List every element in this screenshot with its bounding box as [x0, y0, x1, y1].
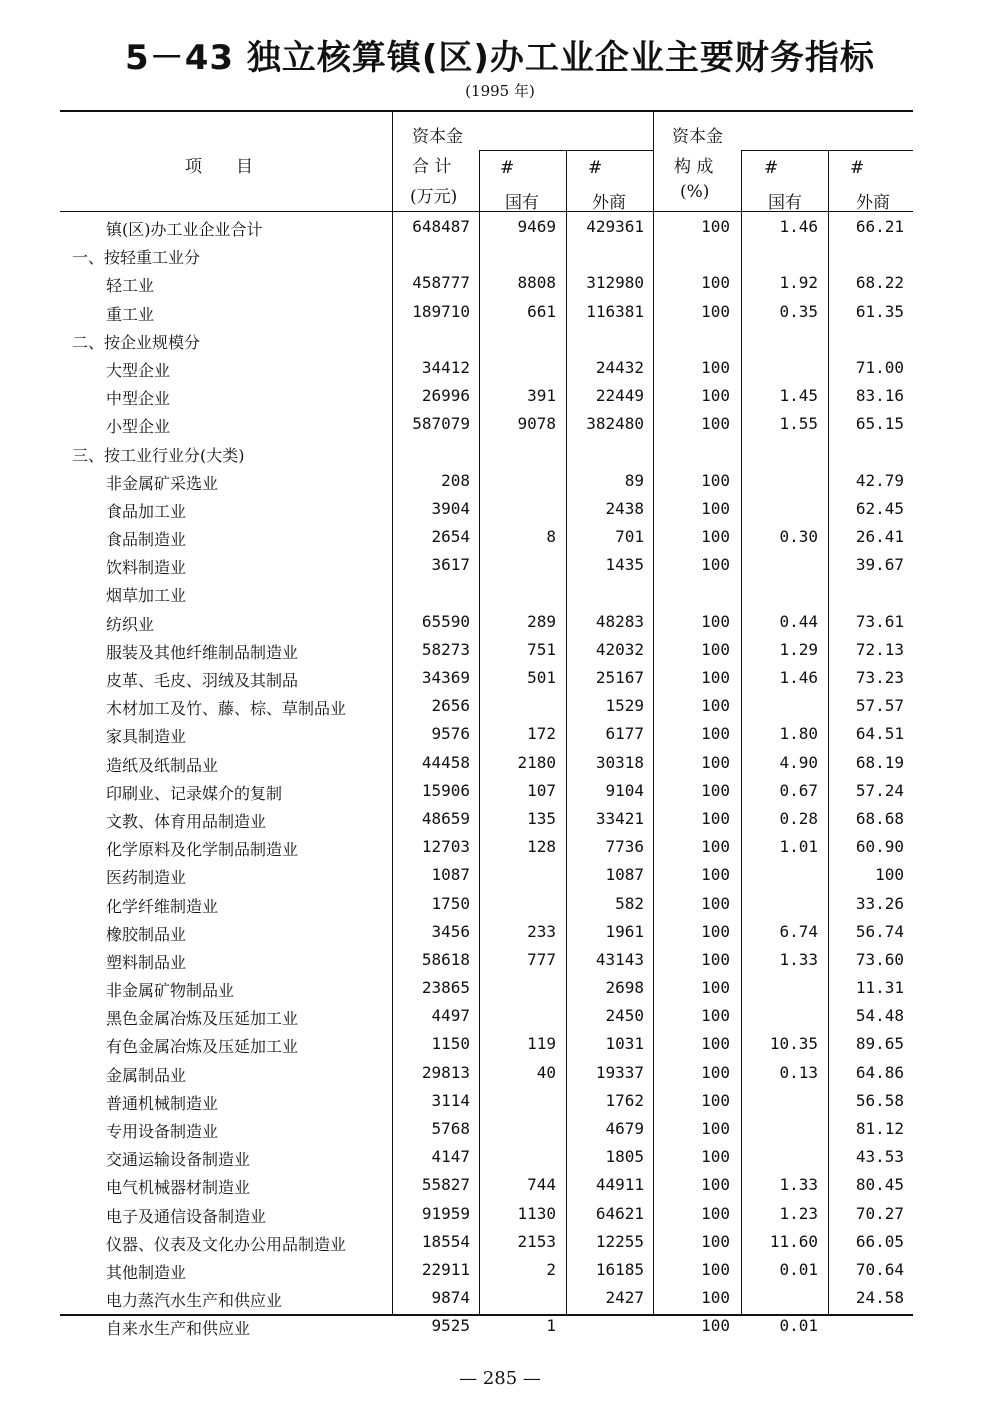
- cell-pct-foreign: 56.74: [855, 921, 904, 941]
- cell-total: 91959: [421, 1203, 470, 1223]
- table-row: [60, 805, 913, 833]
- table-row: [60, 1200, 913, 1228]
- cell-pct: 100: [701, 1062, 730, 1082]
- cell-foreign: 382480: [586, 414, 644, 434]
- cell-foreign: 44911: [595, 1175, 644, 1195]
- top-rule: [60, 110, 913, 112]
- cell-pct-state: 0.13: [779, 1062, 818, 1082]
- cell-state: 2180: [517, 752, 556, 772]
- table-row: [60, 213, 913, 241]
- row-label: 中型企业: [106, 389, 171, 409]
- row-label: 食品制造业: [106, 530, 187, 550]
- row-label: 纺织业: [106, 614, 155, 634]
- cell-total: 22911: [421, 1259, 470, 1279]
- table-row: [60, 777, 913, 805]
- row-label: 皮革、毛皮、羽绒及其制品: [106, 671, 299, 690]
- row-label: 化学原料及化学制品制造业: [106, 840, 299, 860]
- cell-foreign: 2450: [605, 1006, 644, 1026]
- row-label: 金属制品业: [106, 1065, 187, 1085]
- cell-foreign: 22449: [595, 386, 644, 406]
- header-capital: 资本金: [412, 127, 463, 147]
- cell-foreign: 1805: [605, 1147, 644, 1167]
- cell-foreign: 1529: [605, 696, 644, 716]
- cell-foreign: 16185: [595, 1259, 644, 1279]
- cell-foreign: 429361: [586, 217, 644, 236]
- table-row: [60, 326, 913, 354]
- cell-pct-foreign: 56.58: [855, 1090, 904, 1110]
- cell-pct-state: 1.55: [779, 414, 818, 434]
- cell-foreign: 42032: [595, 639, 644, 659]
- table-row: [60, 241, 913, 269]
- cell-state: 744: [527, 1175, 556, 1195]
- cell-pct-state: 0.28: [779, 808, 818, 828]
- row-label: 文教、体育用品制造业: [106, 811, 267, 831]
- cell-foreign: 1435: [605, 555, 644, 575]
- cell-foreign: 701: [615, 527, 644, 547]
- cell-state: 172: [527, 724, 556, 744]
- cell-pct-foreign: 70.27: [855, 1203, 904, 1223]
- row-label: 电气机械器材制造业: [106, 1178, 251, 1198]
- table-row: [60, 382, 913, 410]
- table-row: [60, 439, 913, 467]
- header-structure-label: 构 成: [674, 157, 714, 177]
- cell-pct: 100: [701, 865, 730, 885]
- table-row: [60, 1115, 913, 1143]
- table-row: [60, 1059, 913, 1087]
- table-row: [60, 467, 913, 495]
- cell-foreign: 64621: [595, 1203, 644, 1223]
- cell-pct: 100: [701, 1288, 730, 1308]
- cell-pct-foreign: 66.21: [855, 217, 904, 236]
- cell-state: 8808: [517, 273, 556, 293]
- cell-foreign: 25167: [595, 668, 644, 687]
- table-row: [60, 861, 913, 889]
- table-row: [60, 495, 913, 523]
- row-label: 交通运输设备制造业: [106, 1150, 251, 1170]
- table-row: [60, 1002, 913, 1030]
- cell-pct-foreign: 61.35: [855, 301, 904, 321]
- cell-foreign: 9104: [605, 780, 644, 800]
- cell-pct: 100: [701, 1034, 730, 1054]
- row-label: 其他制造业: [106, 1262, 187, 1282]
- cell-pct-state: 1.46: [779, 217, 818, 236]
- cell-state: 2153: [517, 1231, 556, 1251]
- cell-total: 18554: [421, 1231, 470, 1251]
- cell-total: 34369: [421, 668, 470, 687]
- cell-pct-state: 0.67: [779, 780, 818, 800]
- cell-foreign: 30318: [595, 752, 644, 772]
- header-foreign: 外商: [592, 193, 626, 213]
- table-row: [60, 664, 913, 692]
- cell-pct-state: 1.29: [779, 639, 818, 659]
- table-row: [60, 890, 913, 918]
- header-structure: 资本金: [672, 127, 723, 147]
- cell-pct-state: 0.01: [779, 1316, 818, 1336]
- cell-state: 1130: [517, 1203, 556, 1223]
- cell-pct-foreign: 54.48: [855, 1006, 904, 1026]
- table-row: [60, 354, 913, 382]
- cell-pct-state: 6.74: [779, 921, 818, 941]
- row-label: 大型企业: [106, 360, 171, 380]
- cell-pct: 100: [701, 386, 730, 406]
- cell-foreign: 312980: [586, 273, 644, 293]
- row-label: 镇(区)办工业企业合计: [106, 220, 263, 239]
- cell-pct-state: 0.30: [779, 527, 818, 547]
- cell-pct-foreign: 66.05: [855, 1231, 904, 1251]
- row-label: 小型企业: [106, 417, 171, 437]
- cell-pct: 100: [701, 1147, 730, 1167]
- cell-pct: 100: [701, 414, 730, 434]
- row-label: 电力蒸汽水生产和供应业: [106, 1291, 283, 1311]
- cell-state: 391: [527, 386, 556, 406]
- cell-pct: 100: [701, 1175, 730, 1195]
- cell-pct: 100: [701, 555, 730, 575]
- row-label: 食品加工业: [106, 501, 187, 521]
- cell-total: 26996: [421, 386, 470, 406]
- cell-pct: 100: [701, 949, 730, 969]
- cell-pct-state: 1.23: [779, 1203, 818, 1223]
- header-capital-unit: (万元): [410, 187, 458, 207]
- cell-pct-state: 1.80: [779, 724, 818, 744]
- cell-state: 661: [527, 301, 556, 321]
- cell-pct: 100: [701, 780, 730, 800]
- cell-pct: 100: [701, 217, 730, 236]
- cell-pct-foreign: 42.79: [855, 470, 904, 490]
- cell-total: 55827: [421, 1175, 470, 1195]
- cell-state: 1: [546, 1316, 556, 1336]
- cell-pct-foreign: 89.65: [855, 1034, 904, 1054]
- cell-pct-foreign: 64.86: [855, 1062, 904, 1082]
- cell-pct: 100: [701, 1006, 730, 1026]
- row-label: 化学纤维制造业: [106, 896, 219, 916]
- table-row: [60, 692, 913, 720]
- header-structure-unit: (%): [680, 182, 710, 202]
- cell-total: 3456: [431, 921, 470, 941]
- cell-total: 1750: [431, 893, 470, 913]
- cell-pct-foreign: 33.26: [855, 893, 904, 913]
- cell-pct: 100: [701, 1090, 730, 1110]
- table-row: [60, 298, 913, 326]
- cell-foreign: 2698: [605, 978, 644, 998]
- table-row: [60, 608, 913, 636]
- row-label: 橡胶制品业: [106, 924, 187, 944]
- cell-pct: 100: [701, 668, 730, 687]
- table-row: [60, 1312, 913, 1340]
- cell-pct: 100: [701, 1119, 730, 1138]
- cell-pct-foreign: 11.31: [855, 978, 904, 998]
- cell-state: 107: [527, 780, 556, 800]
- header-capital-total: 合 计: [412, 157, 452, 177]
- header-hash: #: [500, 158, 515, 178]
- cell-pct-foreign: 24.58: [855, 1288, 904, 1308]
- cell-pct: 100: [701, 301, 730, 321]
- cell-pct-state: 0.01: [779, 1259, 818, 1279]
- table-row: [60, 749, 913, 777]
- cell-pct-foreign: 57.57: [855, 696, 904, 716]
- cell-foreign: 24432: [595, 357, 644, 377]
- table-row: [60, 269, 913, 297]
- table-row: [60, 974, 913, 1002]
- cell-state: 751: [527, 639, 556, 659]
- row-label: 造纸及纸制品业: [106, 755, 219, 775]
- cell-state: 289: [527, 611, 556, 631]
- cell-pct-foreign: 73.61: [855, 611, 904, 631]
- table-row: [60, 720, 913, 748]
- row-label: 重工业: [106, 304, 155, 324]
- cell-total: 29813: [421, 1062, 470, 1082]
- cell-state: 8: [546, 527, 556, 547]
- cell-total: 48659: [421, 808, 470, 828]
- cell-pct-state: 1.46: [779, 668, 818, 687]
- row-label: 服装及其他纤维制品制造业: [106, 642, 299, 662]
- cell-total: 208: [441, 470, 470, 490]
- cell-state: 40: [536, 1062, 556, 1082]
- cell-pct: 100: [701, 273, 730, 293]
- cell-pct: 100: [701, 611, 730, 631]
- table-row: [60, 410, 913, 438]
- cell-total: 648487: [412, 217, 470, 236]
- cell-total: 65590: [421, 611, 470, 631]
- table-row: [60, 946, 913, 974]
- cell-pct-foreign: 65.15: [855, 414, 904, 434]
- row-label: 塑料制品业: [106, 952, 187, 972]
- table-row: [60, 523, 913, 551]
- cell-foreign: 2438: [605, 498, 644, 518]
- cell-pct: 100: [701, 470, 730, 490]
- cell-total: 4147: [431, 1147, 470, 1167]
- cell-total: 189710: [412, 301, 470, 321]
- cell-total: 1150: [431, 1034, 470, 1054]
- header-item: 项 目: [185, 157, 253, 177]
- cell-total: 44458: [421, 752, 470, 772]
- cell-pct: 100: [701, 1231, 730, 1251]
- table-row: [60, 1284, 913, 1312]
- cell-pct: 100: [701, 752, 730, 772]
- cell-pct-foreign: 64.51: [855, 724, 904, 744]
- cell-pct-foreign: 72.13: [855, 639, 904, 659]
- row-label: 印刷业、记录媒介的复制: [106, 783, 283, 803]
- row-label: 黑色金属冶炼及压延加工业: [106, 1009, 299, 1029]
- table-title: 5－43 独立核算镇(区)办工业企业主要财务指标: [125, 38, 875, 78]
- cell-pct: 100: [701, 808, 730, 828]
- table-body: [60, 213, 913, 1341]
- cell-pct-foreign: 62.45: [855, 498, 904, 518]
- cell-state: 9078: [517, 414, 556, 434]
- row-label: 非金属矿采选业: [106, 473, 219, 493]
- table-row: [60, 579, 913, 607]
- cell-state: 777: [527, 949, 556, 969]
- row-label: 有色金属冶炼及压延加工业: [106, 1037, 299, 1057]
- cell-foreign: 116381: [586, 301, 644, 321]
- cell-pct-foreign: 73.23: [855, 668, 904, 687]
- cell-foreign: 1762: [605, 1090, 644, 1110]
- cell-total: 5768: [431, 1119, 470, 1138]
- row-label: 木材加工及竹、藤、棕、草制品业: [106, 699, 347, 719]
- cell-pct-state: 4.90: [779, 752, 818, 772]
- cell-pct-state: 1.33: [779, 949, 818, 969]
- table-row: [60, 1171, 913, 1199]
- header-state-owned: 国有: [768, 193, 802, 213]
- cell-pct-state: 11.60: [769, 1231, 818, 1251]
- cell-pct: 100: [701, 498, 730, 518]
- row-label: 自来水生产和供应业: [106, 1319, 251, 1339]
- cell-foreign: 2427: [605, 1288, 644, 1308]
- cell-pct-foreign: 68.68: [855, 808, 904, 828]
- header-hash: #: [850, 158, 865, 178]
- row-label: 家具制造业: [106, 727, 187, 747]
- cell-pct-foreign: 68.22: [855, 273, 904, 293]
- row-label: 专用设备制造业: [106, 1122, 219, 1141]
- cell-foreign: 12255: [595, 1231, 644, 1251]
- cell-pct: 100: [701, 978, 730, 998]
- cell-foreign: 43143: [595, 949, 644, 969]
- cell-pct-state: 1.01: [779, 837, 818, 857]
- header-state-owned: 国有: [505, 193, 539, 213]
- cell-total: 4497: [431, 1006, 470, 1026]
- cell-foreign: 48283: [595, 611, 644, 631]
- row-label: 轻工业: [106, 276, 155, 296]
- cell-foreign: 19337: [595, 1062, 644, 1082]
- cell-total: 3904: [431, 498, 470, 518]
- table-year: (1995 年): [465, 82, 535, 100]
- cell-pct-foreign: 70.64: [855, 1259, 904, 1279]
- cell-pct-state: 0.35: [779, 301, 818, 321]
- row-label: 二、按企业规模分: [72, 332, 201, 352]
- cell-pct: 100: [701, 1316, 730, 1336]
- cell-pct-state: 1.33: [779, 1175, 818, 1195]
- table-row: [60, 551, 913, 579]
- cell-pct-foreign: 43.53: [855, 1147, 904, 1167]
- cell-state: 9469: [517, 217, 556, 236]
- cell-pct-foreign: 83.16: [855, 386, 904, 406]
- cell-pct-state: 0.44: [779, 611, 818, 631]
- table-row: [60, 1087, 913, 1115]
- cell-foreign: 7736: [605, 837, 644, 857]
- table-row: [60, 1228, 913, 1256]
- cell-pct: 100: [701, 357, 730, 377]
- page-number: — 285 —: [459, 1368, 541, 1389]
- table-row: [60, 636, 913, 664]
- row-label: 医药制造业: [106, 868, 187, 888]
- cell-pct-foreign: 68.19: [855, 752, 904, 772]
- cell-pct: 100: [701, 527, 730, 547]
- cell-foreign: 582: [615, 893, 644, 913]
- table-row: [60, 1256, 913, 1284]
- cell-foreign: 33421: [595, 808, 644, 828]
- row-label: 烟草加工业: [106, 586, 187, 606]
- cell-total: 2656: [431, 696, 470, 716]
- cell-state: 135: [527, 808, 556, 828]
- cell-pct-state: 10.35: [769, 1034, 818, 1054]
- cell-total: 9874: [431, 1288, 470, 1308]
- cell-total: 34412: [421, 357, 470, 377]
- cell-pct-foreign: 81.12: [855, 1119, 904, 1138]
- cell-foreign: 1961: [605, 921, 644, 941]
- cell-pct: 100: [701, 696, 730, 716]
- cell-pct: 100: [701, 1259, 730, 1279]
- cell-total: 1087: [431, 865, 470, 885]
- cell-total: 458777: [412, 273, 470, 293]
- cell-pct: 100: [701, 837, 730, 857]
- header-foreign: 外商: [856, 193, 890, 213]
- table-row: [60, 1030, 913, 1058]
- cell-state: 128: [527, 837, 556, 857]
- cell-total: 58273: [421, 639, 470, 659]
- cell-pct: 100: [701, 724, 730, 744]
- cell-pct: 100: [701, 639, 730, 659]
- header-hash: #: [588, 158, 603, 178]
- cell-pct-foreign: 80.45: [855, 1175, 904, 1195]
- row-label: 电子及通信设备制造业: [106, 1206, 267, 1226]
- cell-pct-foreign: 100: [875, 865, 904, 885]
- cell-state: 2: [546, 1259, 556, 1279]
- cell-pct-foreign: 60.90: [855, 837, 904, 857]
- structure-subrule: [741, 150, 913, 151]
- cell-pct-foreign: 26.41: [855, 527, 904, 547]
- cell-pct-foreign: 57.24: [855, 780, 904, 800]
- header-hash: #: [764, 158, 779, 178]
- row-label: 普通机械制造业: [106, 1093, 219, 1113]
- cell-pct-foreign: 39.67: [855, 555, 904, 575]
- row-label: 仪器、仪表及文化办公用品制造业: [106, 1234, 347, 1254]
- cell-pct: 100: [701, 921, 730, 941]
- cell-state: 233: [527, 921, 556, 941]
- cell-total: 9525: [431, 1316, 470, 1336]
- cell-total: 3617: [431, 555, 470, 575]
- cell-total: 23865: [421, 978, 470, 998]
- cell-total: 12703: [421, 837, 470, 857]
- cell-foreign: 6177: [605, 724, 644, 744]
- cell-foreign: 1087: [605, 865, 644, 885]
- cell-total: 15906: [421, 780, 470, 800]
- table-row: [60, 918, 913, 946]
- cell-foreign: 1031: [605, 1034, 644, 1054]
- cell-state: 501: [527, 668, 556, 687]
- cell-state: 119: [527, 1034, 556, 1054]
- cell-pct-foreign: 71.00: [855, 357, 904, 377]
- cell-pct: 100: [701, 893, 730, 913]
- cell-total: 58618: [421, 949, 470, 969]
- cell-foreign: 4679: [605, 1119, 644, 1138]
- cell-total: 587079: [412, 414, 470, 434]
- cell-pct: 100: [701, 1203, 730, 1223]
- cell-pct-state: 1.45: [779, 386, 818, 406]
- cell-pct-state: 1.92: [779, 273, 818, 293]
- cell-total: 3114: [431, 1090, 470, 1110]
- row-label: 饮料制造业: [106, 558, 187, 578]
- cell-total: 9576: [431, 724, 470, 744]
- cell-total: 2654: [431, 527, 470, 547]
- row-label: 一、按轻重工业分: [72, 248, 201, 268]
- row-label: 三、按工业行业分(大类): [72, 445, 245, 465]
- table-row: [60, 1143, 913, 1171]
- cell-foreign: 89: [624, 470, 644, 490]
- row-label: 非金属矿物制品业: [106, 981, 235, 1001]
- cell-pct-foreign: 73.60: [855, 949, 904, 969]
- table-row: [60, 833, 913, 861]
